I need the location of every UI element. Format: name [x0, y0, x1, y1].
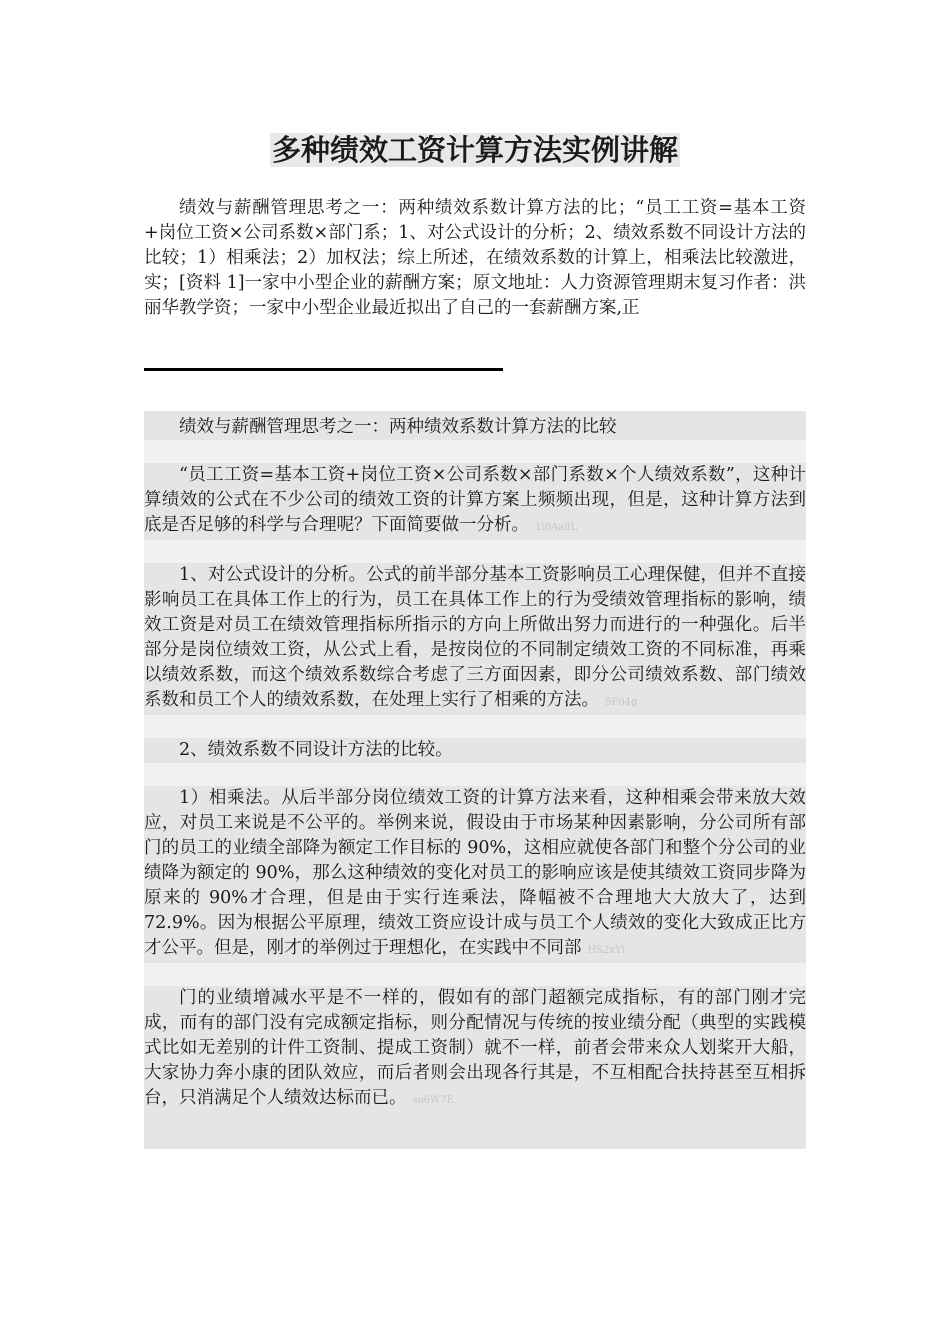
watermark-mark: HS2xYl — [587, 945, 625, 956]
paragraph — [144, 563, 806, 715]
paragraph-gap — [144, 540, 806, 563]
paragraph-gap — [144, 963, 806, 986]
paragraph — [144, 411, 806, 440]
divider-rule — [144, 368, 503, 371]
abstract-text: 绩效与薪酬管理思考之一：两种绩效系数计算方法的比；“员工工资=基本工资+岗位工资×公司系数×部门系；1、对公式设计的分析；2、绩效系数不同设计方法的比较；1）相乘法；2）加权法；综上所述，在绩效系数的计算上，相乘法比较激进，实；[资料 1]一家中小型企业的薪酬方案；原文地址：人力资源管理期末复习作者：洪丽华教学资；一家中小型企业最近拟出了自己的一套薪酬方案,正 — [144, 198, 806, 318]
watermark-mark: so6W7E — [412, 1095, 454, 1106]
paragraph-text: 1）相乘法。从后半部分岗位绩效工资的计算方法来看，这种相乘会带来放大效应，对员工来说是不公平的。举例来说，假设由于市场某种因素影响，分公司所有部门的员工的业绩全部降为额定工作目标的 90%，这相应就使各部门和整个分公司的业绩降为额定的 90%，那么这种绩效的变化对员工的影响应该是使其绩效工资同步降为原来的 90%才合理，但是由于实行连乘法，降幅被不合理地大大放大了，达到 72.9%。因为根据公平原理，绩效工资应设计成与员工个人绩效的变化大致成正比方才公平。但是，刚才的举例过于理想化，在实践中不同部 — [144, 788, 806, 958]
paragraph-text: “员工工资=基本工资+岗位工资×公司系数×部门系数×个人绩效系数”，这种计算绩效的公式在不少公司的绩效工资的计算方案上频频出现，但是，这种计算方法到底是否足够的科学与合理呢？下面简要做一分析。 — [144, 465, 806, 535]
abstract — [144, 196, 806, 321]
paragraph-gap — [144, 763, 806, 786]
paragraph-text: 1、对公式设计的分析。公式的前半部分基本工资影响员工心理保健，但并不直接影响员工在具体工作上的行为，员工在具体工作上的行为受绩效管理指标的影响，绩效工资是对员工在绩效管理指标所指示的方向上所做出努力而进行的一种强化。后半部分是岗位绩效工资，从公式上看，是按岗位的不同制定绩效工资的不同标准，再乘以绩效系数，而这个绩效系数综合考虑了三方面因素，即分公司绩效系数、部门绩效系数和员工个人的绩效系数，在处理上实行了相乘的方法。 — [144, 565, 806, 710]
paragraph-text: 2、绩效系数不同设计方法的比较。 — [179, 740, 453, 760]
body-content — [144, 411, 806, 1149]
watermark-mark: 5F04g — [605, 697, 638, 708]
paragraph-text: 绩效与薪酬管理思考之一：两种绩效系数计算方法的比较 — [179, 417, 617, 437]
paragraph-gap — [144, 440, 806, 463]
paragraph-text: 门的业绩增减水平是不一样的，假如有的部门超额完成指标，有的部门刚才完成，而有的部门没有完成额定指标，则分配情况与传统的按业绩分配（典型的实践模式比如无差别的计件工资制、提成工资制）就不一样，前者会带来众人划桨开大船，大家协力奔小康的团队效应，而后者则会出现各行其是，不互相配合扶持甚至互相拆台，只消满足个人绩效达标而已。 — [144, 988, 806, 1108]
paragraph — [144, 986, 806, 1113]
watermark-mark: 1l0Aa8L — [535, 522, 578, 533]
paragraph-gap — [144, 715, 806, 738]
paragraph — [144, 738, 806, 763]
paragraph — [144, 463, 806, 540]
title-text: 多种绩效工资计算方法实例讲解 — [271, 133, 678, 167]
page-title — [0, 130, 950, 170]
paragraph — [144, 786, 806, 963]
